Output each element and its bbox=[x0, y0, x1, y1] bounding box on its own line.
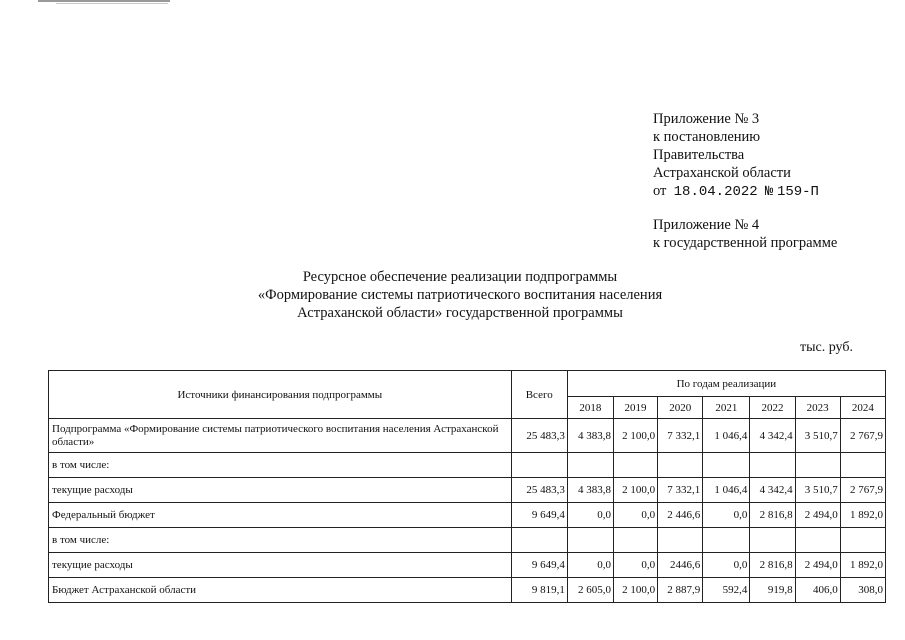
resolution-number: 159-П bbox=[776, 184, 819, 200]
cell-total: 9 649,4 bbox=[511, 553, 567, 578]
header-year: 2019 bbox=[613, 397, 657, 419]
cell-value: 2446,6 bbox=[658, 553, 703, 578]
title-line: Астраханской области» государственной программы bbox=[297, 305, 623, 321]
cell-value: 308,0 bbox=[840, 578, 885, 603]
table-row bbox=[49, 453, 886, 478]
funding-table bbox=[48, 370, 886, 603]
cell-total: 9 819,1 bbox=[511, 578, 567, 603]
cell-value bbox=[613, 528, 657, 553]
cell-value: 406,0 bbox=[795, 578, 840, 603]
cell-value bbox=[567, 453, 613, 478]
cell-value: 2 816,8 bbox=[750, 553, 795, 578]
cell-value: 2 100,0 bbox=[613, 578, 657, 603]
cell-value: 1 046,4 bbox=[703, 419, 750, 453]
header-source: Источники финансирования подпрограммы bbox=[49, 371, 512, 419]
cell-value: 2 100,0 bbox=[613, 478, 657, 503]
title-line: «Формирование системы патриотического воспитания населения bbox=[257, 287, 663, 303]
cell-value: 3 510,7 bbox=[795, 478, 840, 503]
cell-value: 2 767,9 bbox=[840, 419, 885, 453]
cell-value: 0,0 bbox=[567, 553, 613, 578]
header-by-years: По годам реализации bbox=[567, 371, 885, 397]
cell-value: 0,0 bbox=[703, 553, 750, 578]
cell-value bbox=[795, 528, 840, 553]
appendix-3-block bbox=[653, 110, 819, 201]
cell-value: 2 816,8 bbox=[750, 503, 795, 528]
cell-value: 2 100,0 bbox=[613, 419, 657, 453]
cell-value: 0,0 bbox=[613, 503, 657, 528]
cell-value bbox=[750, 453, 795, 478]
row-label: Подпрограмма «Формирование системы патриотического воспитания населения Астраханской области» bbox=[49, 419, 512, 453]
table-row bbox=[49, 503, 886, 528]
cell-value: 0,0 bbox=[703, 503, 750, 528]
units-label: тыс. руб. bbox=[800, 340, 853, 355]
table-row bbox=[49, 478, 886, 503]
row-label: в том числе: bbox=[49, 528, 512, 553]
cell-value: 2 767,9 bbox=[840, 478, 885, 503]
appendix-3-line: Астраханской области bbox=[653, 165, 791, 181]
cell-value bbox=[567, 528, 613, 553]
resolution-date-line bbox=[653, 182, 819, 201]
cell-value: 919,8 bbox=[750, 578, 795, 603]
cell-value: 1 046,4 bbox=[703, 478, 750, 503]
table-header-row bbox=[49, 371, 886, 397]
table-row bbox=[49, 578, 886, 603]
row-label: текущие расходы bbox=[49, 553, 512, 578]
resolution-date: 18.04.2022 bbox=[673, 184, 758, 200]
appendix-4-block bbox=[653, 216, 837, 252]
cell-value: 1 892,0 bbox=[840, 553, 885, 578]
date-prefix: от bbox=[653, 183, 667, 199]
cell-value bbox=[795, 453, 840, 478]
document-title bbox=[200, 268, 720, 322]
cell-value bbox=[840, 453, 885, 478]
cell-value bbox=[658, 453, 703, 478]
appendix-3-line: Правительства bbox=[653, 147, 745, 163]
header-year: 2023 bbox=[795, 397, 840, 419]
scan-artifact-line bbox=[56, 3, 168, 4]
cell-value bbox=[613, 453, 657, 478]
header-total: Всего bbox=[511, 371, 567, 419]
table-row bbox=[49, 553, 886, 578]
header-year: 2022 bbox=[750, 397, 795, 419]
cell-value: 2 887,9 bbox=[658, 578, 703, 603]
cell-value: 4 383,8 bbox=[567, 478, 613, 503]
cell-total bbox=[511, 528, 567, 553]
cell-value: 2 446,6 bbox=[658, 503, 703, 528]
header-year: 2021 bbox=[703, 397, 750, 419]
cell-total: 25 483,3 bbox=[511, 478, 567, 503]
cell-value: 1 892,0 bbox=[840, 503, 885, 528]
row-label: текущие расходы bbox=[49, 478, 512, 503]
cell-value: 4 342,4 bbox=[750, 478, 795, 503]
cell-total: 25 483,3 bbox=[511, 419, 567, 453]
cell-value: 4 383,8 bbox=[567, 419, 613, 453]
scan-artifact-line bbox=[38, 0, 170, 2]
appendix-4-line: Приложение № 4 bbox=[653, 217, 760, 233]
row-label: Федеральный бюджет bbox=[49, 503, 512, 528]
cell-value: 592,4 bbox=[703, 578, 750, 603]
header-year: 2018 bbox=[567, 397, 613, 419]
cell-value bbox=[840, 528, 885, 553]
row-label: в том числе: bbox=[49, 453, 512, 478]
cell-value: 7 332,1 bbox=[658, 478, 703, 503]
cell-value bbox=[750, 528, 795, 553]
number-prefix: № bbox=[764, 184, 774, 200]
cell-value: 7 332,1 bbox=[658, 419, 703, 453]
cell-value: 3 510,7 bbox=[795, 419, 840, 453]
cell-value: 2 605,0 bbox=[567, 578, 613, 603]
cell-value bbox=[703, 528, 750, 553]
cell-total bbox=[511, 453, 567, 478]
row-label: Бюджет Астраханской области bbox=[49, 578, 512, 603]
header-year: 2020 bbox=[658, 397, 703, 419]
cell-value: 4 342,4 bbox=[750, 419, 795, 453]
cell-value: 0,0 bbox=[613, 553, 657, 578]
cell-total: 9 649,4 bbox=[511, 503, 567, 528]
table-row bbox=[49, 528, 886, 553]
table-row bbox=[49, 419, 886, 453]
cell-value bbox=[658, 528, 703, 553]
cell-value: 2 494,0 bbox=[795, 553, 840, 578]
appendix-3-line: к постановлению bbox=[653, 129, 761, 145]
title-line: Ресурсное обеспечение реализации подпрограммы bbox=[302, 269, 618, 285]
header-year: 2024 bbox=[840, 397, 885, 419]
appendix-3-line: Приложение № 3 bbox=[653, 111, 760, 127]
appendix-4-line: к государственной программе bbox=[653, 235, 838, 251]
cell-value bbox=[703, 453, 750, 478]
cell-value: 2 494,0 bbox=[795, 503, 840, 528]
cell-value: 0,0 bbox=[567, 503, 613, 528]
